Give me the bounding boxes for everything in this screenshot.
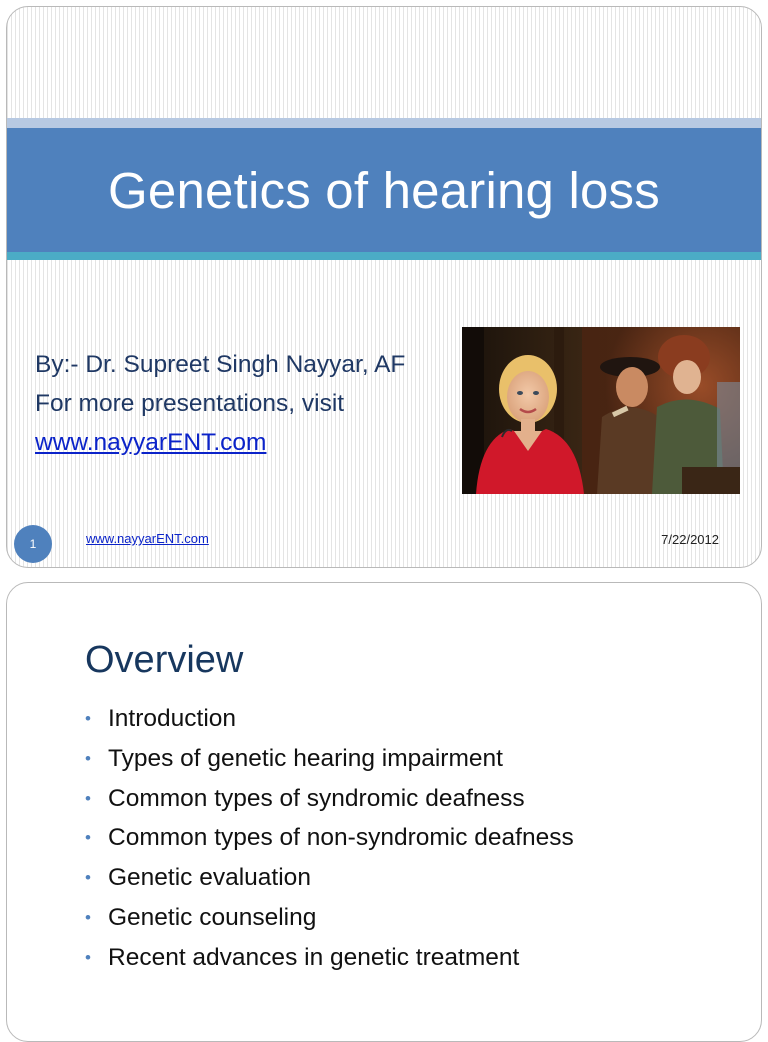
bullet-icon: • — [85, 788, 91, 808]
list-item-text: Common types of syndromic deafness — [108, 784, 525, 812]
list-item-text: Types of genetic hearing impairment — [108, 744, 503, 772]
list-item-text: Genetic counseling — [108, 903, 317, 931]
bullet-icon: • — [85, 868, 91, 888]
title-band-top-stripe — [7, 118, 761, 128]
list-item — [85, 818, 574, 858]
website-link[interactable]: www.nayyarENT.com — [35, 429, 267, 456]
title-band — [7, 128, 761, 252]
bullet-icon: • — [85, 748, 91, 768]
list-item — [85, 858, 574, 898]
list-item-text: Common types of non-syndromic deafness — [108, 824, 574, 852]
overview-slide — [6, 582, 762, 1042]
list-item-text: Recent advances in genetic treatment — [108, 943, 520, 971]
list-item — [85, 699, 574, 739]
slide-title: Genetics of hearing loss — [108, 161, 660, 219]
overview-title: Overview — [85, 639, 244, 681]
list-item — [85, 739, 574, 779]
footer-date: 7/22/2012 — [661, 532, 719, 547]
bullet-icon: • — [85, 828, 91, 848]
visit-line: For more presentations, visit — [35, 390, 345, 417]
slide-number-badge: 1 — [14, 525, 52, 563]
author-line: By:- Dr. Supreet Singh Nayyar, AF — [35, 351, 406, 378]
overview-bullet-list — [85, 699, 574, 978]
list-item-text: Genetic evaluation — [108, 864, 311, 892]
author-block — [35, 345, 463, 462]
list-item — [85, 898, 574, 938]
list-item-text: Introduction — [108, 705, 237, 732]
title-slide — [6, 6, 762, 568]
presenter-photo — [462, 327, 740, 494]
list-item — [85, 938, 574, 978]
list-item — [85, 779, 574, 819]
bullet-icon: • — [85, 907, 91, 927]
footer-website-link[interactable]: www.nayyarENT.com — [86, 531, 209, 546]
title-band-bottom-stripe — [7, 252, 761, 260]
bullet-icon: • — [85, 947, 91, 967]
bullet-icon: • — [85, 709, 91, 728]
